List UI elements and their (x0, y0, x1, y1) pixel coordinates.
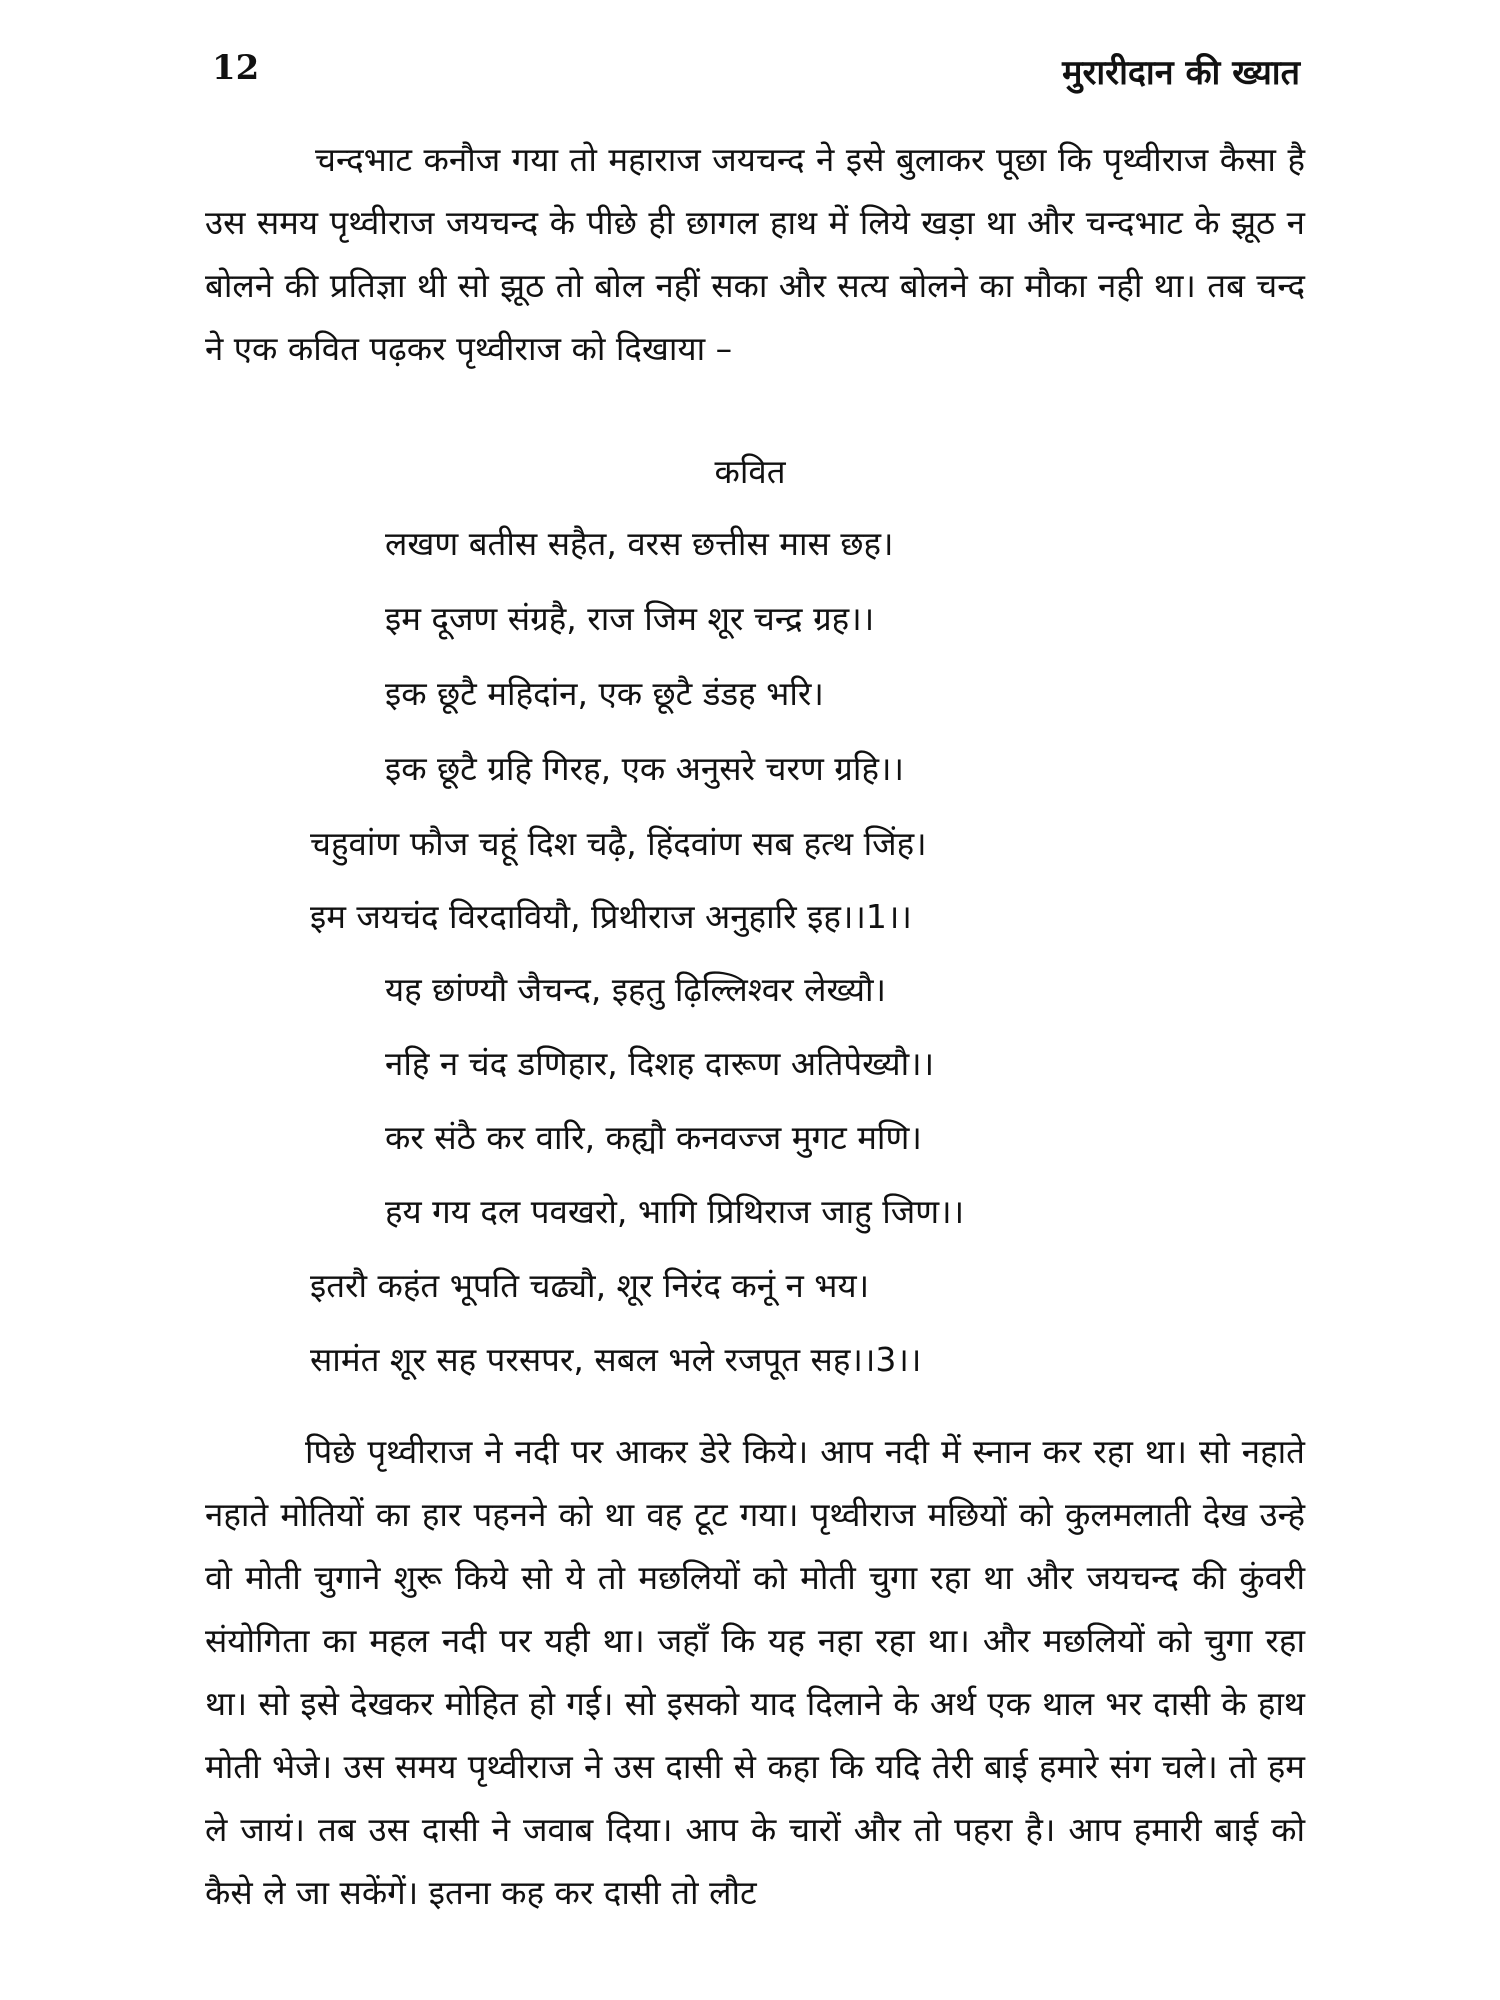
page-number: 12 (212, 48, 260, 88)
poem-line: इतरौ कहंत भूपति चढ्यौ, शूर निरंद कनूं न भय। (310, 1266, 870, 1305)
poem-line: इम जयचंद विरदावियौ, प्रिथीराज अनुहारि इह।।1।। (310, 897, 912, 936)
poem-line: सामंत शूर सह परसपर, सबल भले रजपूत सह।।3।। (310, 1340, 922, 1379)
poem-line: कर संठै कर वारि, कह्यौ कनवज्ज मुगट मणि। (385, 1118, 922, 1157)
poem-line: चहुवांण फौज चहूं दिश चढ़ै, हिंदवांण सब हत्थ जिंह। (310, 824, 927, 863)
poem-line: इक छूटै महिदांन, एक छूटै डंडह भरि। (385, 674, 824, 713)
poem-line: यह छांण्यौ जैचन्द, इहतु ढ़िल्लिश्वर लेख्यौ। (385, 970, 887, 1009)
poem-line: इम दूजण संग्रहै, राज जिम शूर चन्द्र ग्रह।। (385, 599, 875, 638)
poem-line: इक छूटै ग्रहि गिरह, एक अनुसरे चरण ग्रहि।। (385, 749, 904, 788)
poem-line: लखण बतीस सहैत, वरस छत्तीस मास छह। (385, 524, 894, 563)
body-paragraph-1: चन्दभाट कनौज गया तो महाराज जयचन्द ने इसे बुलाकर पूछा कि पृथ्वीराज कैसा है उस समय पृथ्वीराज जयचन्द के पीछे ही छागल हाथ में लिये खड़ा था और चन्दभाट के झूठ न बोलने की प्रतिज्ञा थी सो झूठ तो बोल नहीं सका और सत्य बोलने का मौका नही था। तब चन्द ने एक कवित पढ़कर पृथ्वीराज को दिखाया – (205, 140, 1305, 368)
poem-heading: कवित (714, 452, 786, 491)
page-header (212, 48, 1300, 108)
body-paragraph-2: पिछे पृथ्वीराज ने नदी पर आकर डेरे किये। आप नदी में स्नान कर रहा था। सो नहाते नहाते मोतियों का हार पहनने को था वह टूट गया। पृथ्वीराज मछियों को कुलमलाती देख उन्हे वो मोती चुगाने शुरू किये सो ये तो मछलियों को मोती चुगा रहा था और जयचन्द की कुंवरी संयोगिता का महल नदी पर यही था। जहाँ कि यह नहा रहा था। और मछलियों को चुगा रहा था। सो इसे देखकर मोहित हो गई। सो इसको याद दिलाने के अर्थ एक थाल भर दासी के हाथ मोती भेजे। उस समय पृथ्वीराज ने उस दासी से कहा कि यदि तेरी बाई हमारे संग चले। तो हम ले जायं। तब उस दासी ने जवाब दिया। आप के चारों और तो पहरा है। आप हमारी बाई को कैसे ले जा सकेंगें। इतना कह कर दासी तो लौट (205, 1432, 1305, 1912)
running-title: मुरारीदान की ख्यात (1062, 53, 1300, 93)
poem-line: नहि न चंद डणिहार, दिशह दारूण अतिपेख्यौ।। (385, 1044, 935, 1083)
poem-line: हय गय दल पवखरो, भागि प्रिथिराज जाहु जिण।। (385, 1192, 965, 1231)
